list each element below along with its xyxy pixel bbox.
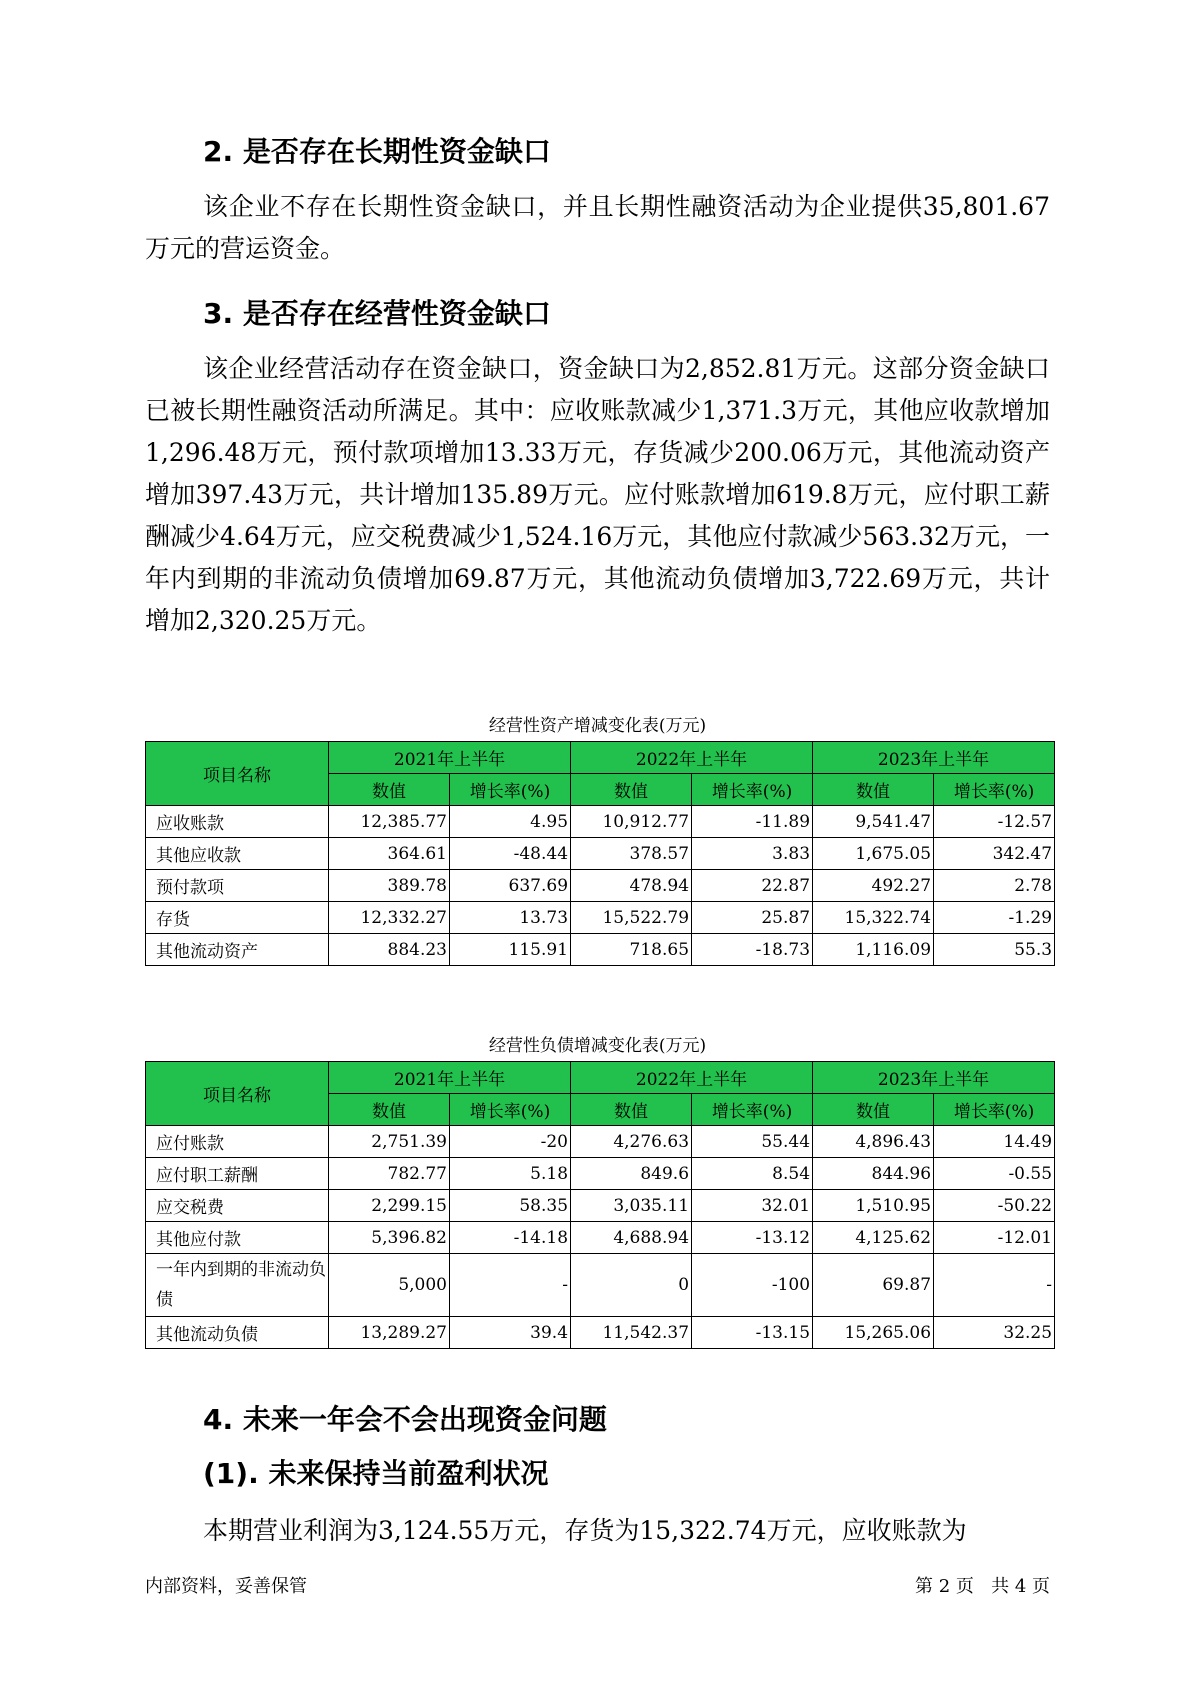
cell: -50.22 bbox=[934, 1190, 1055, 1222]
cell: 1,116.09 bbox=[813, 934, 934, 966]
item-name-header: 项目名称 bbox=[146, 742, 329, 806]
cell: -13.12 bbox=[692, 1222, 813, 1254]
period-header: 2021年上半年 bbox=[329, 1062, 571, 1094]
cell: 39.4 bbox=[450, 1317, 571, 1349]
section-3-body: 该企业经营活动存在资金缺口，资金缺口为2,852.81万元。这部分资金缺口已被长期性融资活动所满足。其中：应收账款减少1,371.3万元，其他应收款增加1,296.48万元，预付款项增加13.33万元，存货减少200.06万元，其他流动资产增加397.43万元，共计增加135.89万元。应付账款增加619.8万元，应付职工薪酬减少4.64万元，应交税费减少1,524.16万元，其他应付款减少563.32万元，一年内到期的非流动负债增加69.87万元，其他流动负债增加3,722.69万元，共计增加2,320.25万元。 bbox=[145, 354, 1050, 635]
cell: 25.87 bbox=[692, 902, 813, 934]
cell: 14.49 bbox=[934, 1126, 1055, 1158]
cell: 58.35 bbox=[450, 1190, 571, 1222]
value-header: 数值 bbox=[813, 774, 934, 806]
cell: - bbox=[934, 1254, 1055, 1317]
cell: -0.55 bbox=[934, 1158, 1055, 1190]
cell: 3,035.11 bbox=[571, 1190, 692, 1222]
section-3-heading: 3. 是否存在经营性资金缺口 bbox=[203, 297, 551, 330]
cell: 3.83 bbox=[692, 838, 813, 870]
value-header: 数值 bbox=[813, 1094, 934, 1126]
section-4-heading: 4. 未来一年会不会出现资金问题 bbox=[203, 1403, 607, 1436]
table-row bbox=[146, 1126, 1055, 1158]
row-name: 存货 bbox=[146, 902, 329, 934]
cell: 22.87 bbox=[692, 870, 813, 902]
row-name: 一年内到期的非流动负债 bbox=[146, 1254, 329, 1317]
cell: 844.96 bbox=[813, 1158, 934, 1190]
cell: 32.25 bbox=[934, 1317, 1055, 1349]
cell: 55.44 bbox=[692, 1126, 813, 1158]
cell: 5,396.82 bbox=[329, 1222, 450, 1254]
cell: 637.69 bbox=[450, 870, 571, 902]
row-name: 应付职工薪酬 bbox=[146, 1158, 329, 1190]
growth-header: 增长率(%) bbox=[450, 774, 571, 806]
value-header: 数值 bbox=[571, 774, 692, 806]
cell: 0 bbox=[571, 1254, 692, 1317]
growth-header: 增长率(%) bbox=[692, 774, 813, 806]
cell: 2,299.15 bbox=[329, 1190, 450, 1222]
footer-confidential-note: 内部资料，妥善保管 bbox=[145, 1576, 307, 1597]
section-4-subheading: (1). 未来保持当前盈利状况 bbox=[203, 1457, 549, 1490]
cell: 389.78 bbox=[329, 870, 450, 902]
cell: 55.3 bbox=[934, 934, 1055, 966]
cell: 15,522.79 bbox=[571, 902, 692, 934]
row-name: 其他流动负债 bbox=[146, 1317, 329, 1349]
cell: 492.27 bbox=[813, 870, 934, 902]
table-row bbox=[146, 806, 1055, 838]
table-2-caption: 经营性负债增减变化表(万元) bbox=[488, 1036, 707, 1056]
cell: 2,751.39 bbox=[329, 1126, 450, 1158]
cell: 849.6 bbox=[571, 1158, 692, 1190]
section-4-body: 本期营业利润为3,124.55万元，存货为15,322.74万元，应收账款为 bbox=[203, 1516, 967, 1545]
cell: 12,385.77 bbox=[329, 806, 450, 838]
cell: 10,912.77 bbox=[571, 806, 692, 838]
value-header: 数值 bbox=[329, 1094, 450, 1126]
period-header: 2023年上半年 bbox=[813, 1062, 1055, 1094]
table-row bbox=[146, 1190, 1055, 1222]
row-name: 其他流动资产 bbox=[146, 934, 329, 966]
table-row bbox=[146, 1317, 1055, 1349]
growth-header: 增长率(%) bbox=[934, 774, 1055, 806]
cell: -11.89 bbox=[692, 806, 813, 838]
section-2-body: 该企业不存在长期性资金缺口，并且长期性融资活动为企业提供35,801.67万元的营运资金。 bbox=[145, 192, 1050, 263]
cell: -18.73 bbox=[692, 934, 813, 966]
growth-header: 增长率(%) bbox=[450, 1094, 571, 1126]
cell: 9,541.47 bbox=[813, 806, 934, 838]
cell: -12.57 bbox=[934, 806, 1055, 838]
operating-assets-table bbox=[145, 741, 1055, 966]
cell: 4,688.94 bbox=[571, 1222, 692, 1254]
cell: -13.15 bbox=[692, 1317, 813, 1349]
cell: -48.44 bbox=[450, 838, 571, 870]
cell: 115.91 bbox=[450, 934, 571, 966]
table-row bbox=[146, 1158, 1055, 1190]
table-row bbox=[146, 902, 1055, 934]
cell: -12.01 bbox=[934, 1222, 1055, 1254]
cell: -20 bbox=[450, 1126, 571, 1158]
cell: 13.73 bbox=[450, 902, 571, 934]
row-name: 其他应收款 bbox=[146, 838, 329, 870]
table-row bbox=[146, 934, 1055, 966]
row-name: 应付账款 bbox=[146, 1126, 329, 1158]
cell: 12,332.27 bbox=[329, 902, 450, 934]
row-name: 预付款项 bbox=[146, 870, 329, 902]
cell: 4.95 bbox=[450, 806, 571, 838]
cell: 364.61 bbox=[329, 838, 450, 870]
section-2-heading: 2. 是否存在长期性资金缺口 bbox=[203, 135, 551, 168]
period-header: 2022年上半年 bbox=[571, 1062, 813, 1094]
cell: 782.77 bbox=[329, 1158, 450, 1190]
row-name: 应收账款 bbox=[146, 806, 329, 838]
cell: 69.87 bbox=[813, 1254, 934, 1317]
period-header: 2021年上半年 bbox=[329, 742, 571, 774]
cell: 11,542.37 bbox=[571, 1317, 692, 1349]
value-header: 数值 bbox=[571, 1094, 692, 1126]
cell: 2.78 bbox=[934, 870, 1055, 902]
cell: -14.18 bbox=[450, 1222, 571, 1254]
operating-liabilities-table bbox=[145, 1061, 1055, 1349]
row-name: 应交税费 bbox=[146, 1190, 329, 1222]
cell: 884.23 bbox=[329, 934, 450, 966]
item-name-header: 项目名称 bbox=[146, 1062, 329, 1126]
cell: 4,125.62 bbox=[813, 1222, 934, 1254]
cell: -1.29 bbox=[934, 902, 1055, 934]
table-1-caption: 经营性资产增减变化表(万元) bbox=[488, 716, 707, 736]
cell: 13,289.27 bbox=[329, 1317, 450, 1349]
cell: 4,896.43 bbox=[813, 1126, 934, 1158]
table-row bbox=[146, 1222, 1055, 1254]
cell: 5,000 bbox=[329, 1254, 450, 1317]
period-header: 2023年上半年 bbox=[813, 742, 1055, 774]
footer-page-number: 第 2 页 共 4 页 bbox=[915, 1576, 1050, 1597]
growth-header: 增长率(%) bbox=[692, 1094, 813, 1126]
cell: 478.94 bbox=[571, 870, 692, 902]
cell: 1,510.95 bbox=[813, 1190, 934, 1222]
cell: 15,322.74 bbox=[813, 902, 934, 934]
table-row bbox=[146, 838, 1055, 870]
period-header: 2022年上半年 bbox=[571, 742, 813, 774]
value-header: 数值 bbox=[329, 774, 450, 806]
cell: 8.54 bbox=[692, 1158, 813, 1190]
cell: 718.65 bbox=[571, 934, 692, 966]
cell: 15,265.06 bbox=[813, 1317, 934, 1349]
cell: 32.01 bbox=[692, 1190, 813, 1222]
row-name: 其他应付款 bbox=[146, 1222, 329, 1254]
cell: 5.18 bbox=[450, 1158, 571, 1190]
table-row bbox=[146, 870, 1055, 902]
cell: -100 bbox=[692, 1254, 813, 1317]
cell: - bbox=[450, 1254, 571, 1317]
table-row bbox=[146, 1254, 1055, 1317]
cell: 342.47 bbox=[934, 838, 1055, 870]
cell: 4,276.63 bbox=[571, 1126, 692, 1158]
cell: 1,675.05 bbox=[813, 838, 934, 870]
cell: 378.57 bbox=[571, 838, 692, 870]
growth-header: 增长率(%) bbox=[934, 1094, 1055, 1126]
